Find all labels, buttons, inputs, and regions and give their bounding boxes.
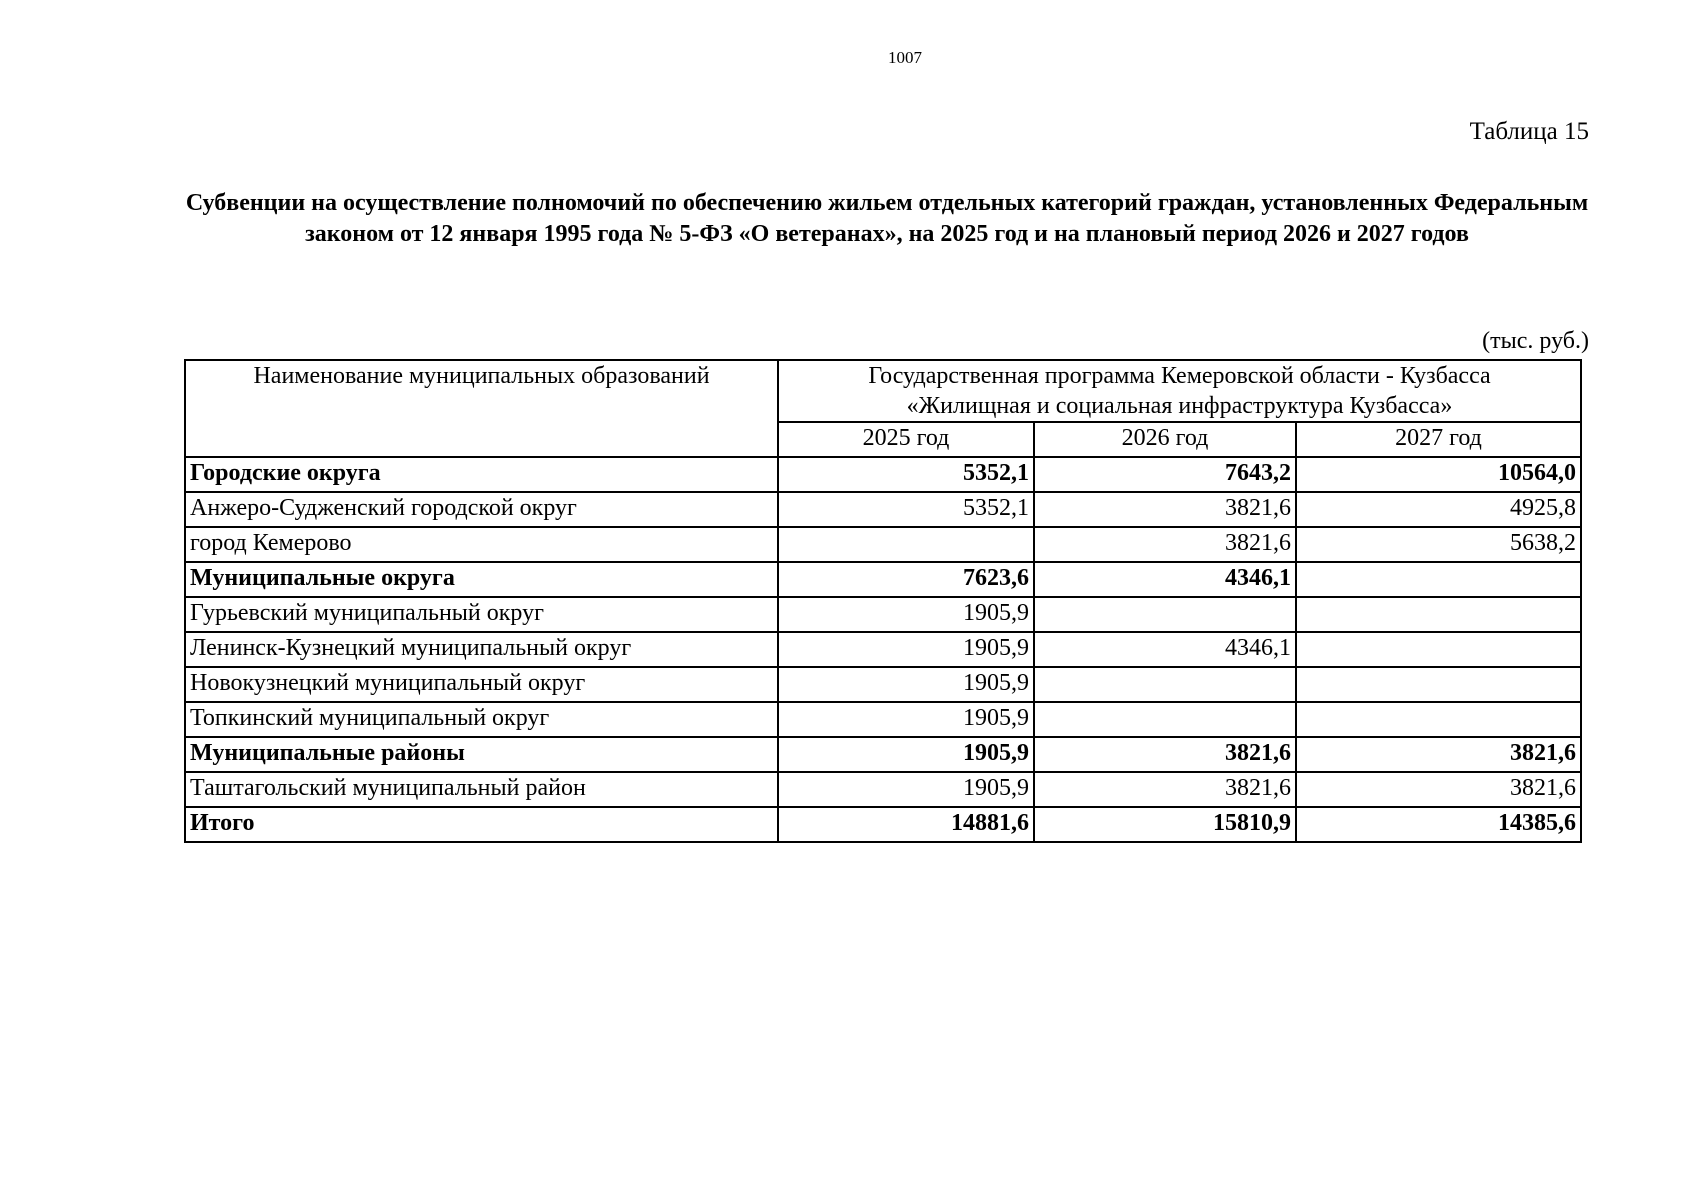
row-value-2026: 7643,2 [1034,457,1296,492]
row-name: Итого [185,807,778,842]
row-value-2025: 14881,6 [778,807,1034,842]
row-value-2026: 15810,9 [1034,807,1296,842]
row-name: Гурьевский муниципальный округ [185,597,778,632]
row-value-2025: 1905,9 [778,702,1034,737]
row-name: Муниципальные округа [185,562,778,597]
row-value-2025: 5352,1 [778,492,1034,527]
row-value-2025: 1905,9 [778,597,1034,632]
row-name: город Кемерово [185,527,778,562]
table-row [185,772,1581,807]
subsidies-table [184,359,1582,843]
row-name: Топкинский муниципальный округ [185,702,778,737]
row-value-2026 [1034,667,1296,702]
row-value-2025: 1905,9 [778,737,1034,772]
row-value-2026: 4346,1 [1034,632,1296,667]
row-value-2026 [1034,597,1296,632]
header-municipality-name: Наименование муниципальных образований [185,360,778,457]
row-value-2025: 7623,6 [778,562,1034,597]
table-label: Таблица 15 [1469,118,1589,145]
table-row [185,667,1581,702]
row-value-2026: 4346,1 [1034,562,1296,597]
row-value-2027 [1296,632,1581,667]
table-row-municipal-raions [185,737,1581,772]
page-number: 1007 [888,48,922,67]
row-value-2027 [1296,562,1581,597]
row-name: Таштагольский муниципальный район [185,772,778,807]
row-value-2027: 4925,8 [1296,492,1581,527]
row-value-2025 [778,527,1034,562]
row-value-2026: 3821,6 [1034,772,1296,807]
table-row-urban-districts [185,457,1581,492]
row-value-2027: 3821,6 [1296,772,1581,807]
row-value-2026: 3821,6 [1034,527,1296,562]
document-title: Субвенции на осуществление полномочий по обеспечению жильем отдельных категорий граждан, установленных Федеральным законом от 12 января 1995 года № 5-ФЗ «О ветеранах», на 2025 год и на плановый период 2026 и 2027 годов [185,190,1589,247]
table-row [185,632,1581,667]
row-value-2027: 10564,0 [1296,457,1581,492]
row-value-2027 [1296,597,1581,632]
header-year-2026: 2026 год [1034,422,1296,457]
table-row [185,527,1581,562]
table-row-total [185,807,1581,842]
row-value-2027: 14385,6 [1296,807,1581,842]
header-program [778,360,1581,422]
table-row [185,492,1581,527]
row-name: Новокузнецкий муниципальный округ [185,667,778,702]
row-value-2025: 5352,1 [778,457,1034,492]
header-year-2027: 2027 год [1296,422,1581,457]
row-value-2025: 1905,9 [778,772,1034,807]
row-value-2025: 1905,9 [778,632,1034,667]
header-year-2025: 2025 год [778,422,1034,457]
table-row [185,702,1581,737]
row-value-2026: 3821,6 [1034,492,1296,527]
row-value-2026 [1034,702,1296,737]
header-program-line1: Государственная программа Кемеровской области - Кузбасса [868,363,1491,389]
header-program-line2: «Жилищная и социальная инфраструктура Кузбасса» [906,393,1453,419]
row-value-2025: 1905,9 [778,667,1034,702]
table-row-municipal-districts [185,562,1581,597]
row-name: Ленинск-Кузнецкий муниципальный округ [185,632,778,667]
row-name: Муниципальные районы [185,737,778,772]
row-value-2026: 3821,6 [1034,737,1296,772]
row-value-2027 [1296,667,1581,702]
table-row [185,597,1581,632]
row-value-2027 [1296,702,1581,737]
row-value-2027: 5638,2 [1296,527,1581,562]
row-name: Городские округа [185,457,778,492]
row-name: Анжеро-Судженский городской округ [185,492,778,527]
units-label: (тыс. руб.) [1482,328,1589,354]
row-value-2027: 3821,6 [1296,737,1581,772]
